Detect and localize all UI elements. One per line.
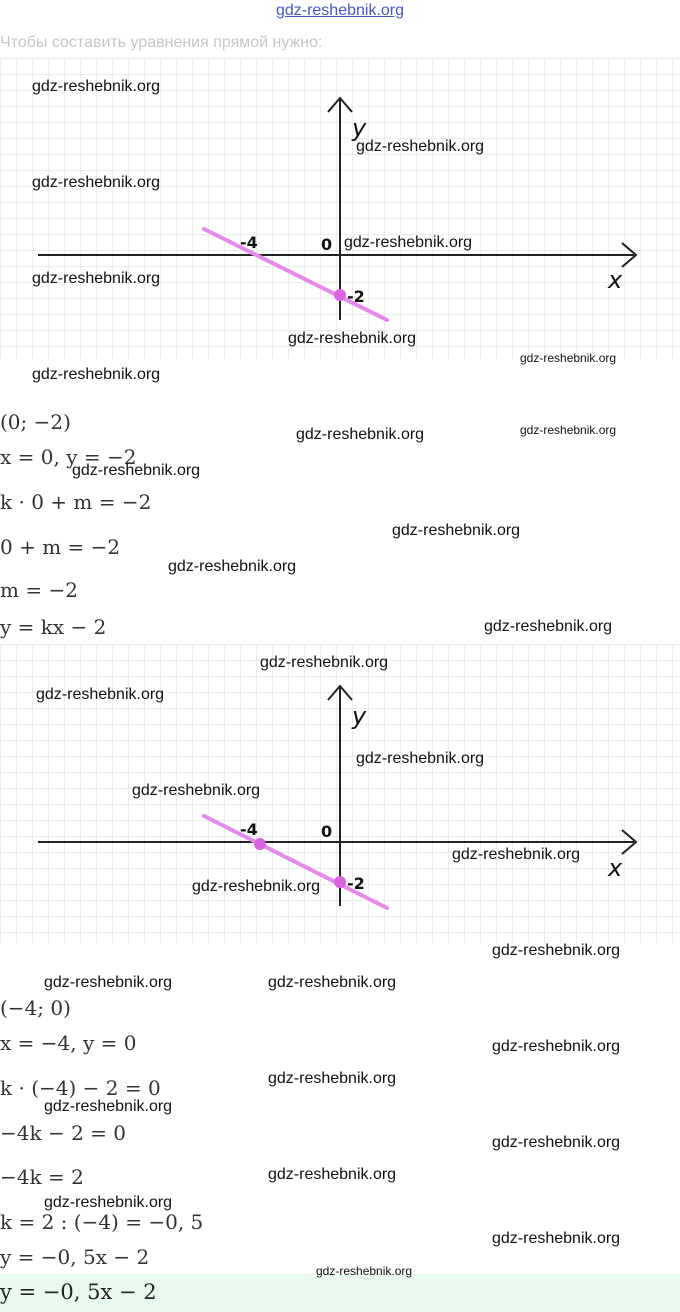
watermark: gdz-reshebnik.org (168, 558, 297, 575)
point-x-intercept (254, 838, 266, 850)
y-axis-label: y (352, 114, 367, 142)
watermark: gdz-reshebnik.org (36, 686, 165, 703)
x-axis-label: x (608, 266, 623, 294)
answer: y = −0, 5x − 2 (0, 1280, 157, 1304)
watermark: gdz-reshebnik.org (72, 462, 201, 479)
watermark: gdz-reshebnik.org (268, 1070, 397, 1087)
watermark: gdz-reshebnik.org (288, 330, 417, 347)
point-y-intercept (334, 289, 346, 301)
x-axis-label: x (608, 854, 623, 882)
watermark: gdz-reshebnik.org (44, 1194, 173, 1211)
math-line: y = −0, 5x − 2 (0, 1245, 150, 1269)
watermark: gdz-reshebnik.org (132, 782, 261, 799)
math-line: (−4; 0) (0, 996, 71, 1020)
point-y-intercept (334, 876, 346, 888)
y-tick-label: -2 (347, 874, 365, 893)
math-line: 0 + m = −2 (0, 535, 121, 559)
intro-text: Чтобы составить уравнения прямой нужно: (0, 34, 323, 51)
watermark: gdz-reshebnik.org (44, 974, 173, 991)
watermark: gdz-reshebnik.org (344, 234, 473, 251)
math-line: m = −2 (0, 578, 78, 602)
math-line: y = kx − 2 (0, 615, 107, 639)
watermark: gdz-reshebnik.org (296, 426, 425, 443)
x-tick-label: -4 (240, 820, 258, 839)
math-line: (0; −2) (0, 410, 71, 434)
math-line: −4k − 2 = 0 (0, 1121, 126, 1145)
watermark: gdz-reshebnik.org (32, 174, 161, 191)
math-line: −4k = 2 (0, 1165, 84, 1189)
math-line: k · (−4) − 2 = 0 (0, 1076, 161, 1100)
watermark: gdz-reshebnik.org (492, 1230, 621, 1247)
watermark: gdz-reshebnik.org (32, 366, 161, 383)
y-axis-label: y (352, 702, 367, 730)
graph-1-svg (0, 58, 680, 358)
y-tick-label: -2 (347, 287, 365, 306)
watermark: gdz-reshebnik.org (392, 522, 521, 539)
watermark: gdz-reshebnik.org (268, 974, 397, 991)
graph-1 (0, 58, 680, 358)
watermark: gdz-reshebnik.org (32, 270, 161, 287)
math-line: k · 0 + m = −2 (0, 490, 152, 514)
watermark: gdz-reshebnik.org (316, 1264, 413, 1278)
watermark: gdz-reshebnik.org (260, 654, 389, 671)
site-link[interactable]: gdz-reshebnik.org (275, 2, 405, 19)
watermark: gdz-reshebnik.org (356, 750, 485, 767)
watermark: gdz-reshebnik.org (268, 1166, 397, 1183)
watermark: gdz-reshebnik.org (452, 846, 581, 863)
watermark: gdz-reshebnik.org (492, 1134, 621, 1151)
math-line: k = 2 : (−4) = −0, 5 (0, 1210, 204, 1234)
watermark: gdz-reshebnik.org (356, 138, 485, 155)
watermark: gdz-reshebnik.org (484, 618, 613, 635)
origin-label: 0 (321, 822, 333, 841)
x-tick-label: -4 (240, 233, 258, 252)
watermark: gdz-reshebnik.org (520, 351, 617, 365)
math-line: x = 0, y = −2 (0, 445, 137, 469)
watermark: gdz-reshebnik.org (492, 1038, 621, 1055)
math-line: x = −4, y = 0 (0, 1031, 137, 1055)
origin-label: 0 (321, 235, 333, 254)
watermark: gdz-reshebnik.org (520, 423, 617, 437)
watermark: gdz-reshebnik.org (492, 942, 621, 959)
watermark: gdz-reshebnik.org (32, 78, 161, 95)
watermark: gdz-reshebnik.org (192, 878, 321, 895)
watermark: gdz-reshebnik.org (44, 1098, 173, 1115)
